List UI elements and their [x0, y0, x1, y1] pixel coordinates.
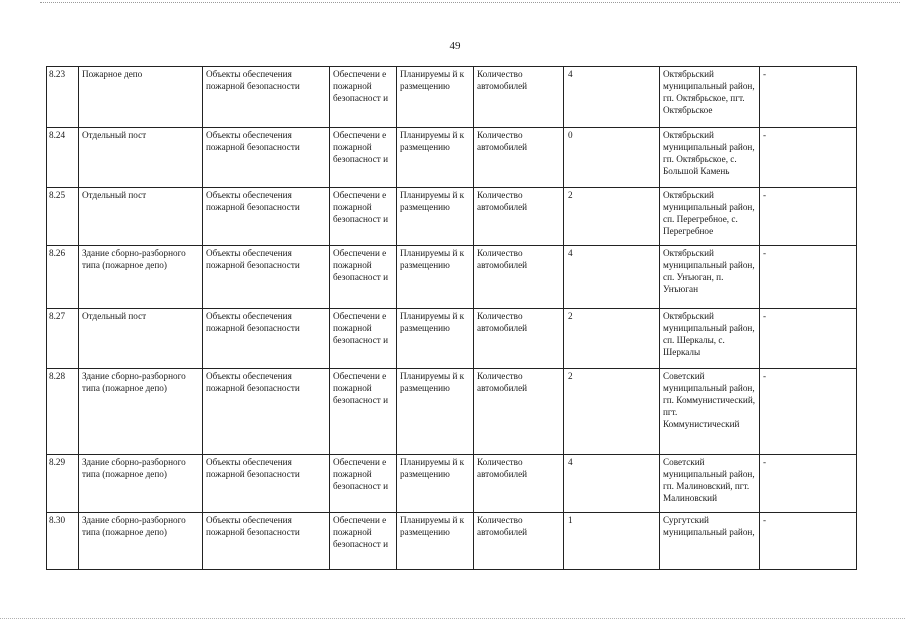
object-name-cell: Здание сборно-разборного типа (пожарное депо): [79, 246, 203, 309]
object-purpose-cell: Обеспечени е пожарной безопасност и: [330, 513, 397, 570]
row-number-cell: 8.26: [47, 246, 79, 309]
location-cell: Октябрьский муниципальный район, сп. Унъюган, п. Унъюган: [660, 246, 760, 309]
parameter-name-cell: Количество автомобилей: [474, 369, 564, 455]
object-category-cell: Объекты обеспечения пожарной безопасности: [203, 369, 330, 455]
table-row: [47, 128, 857, 188]
table-row: [47, 246, 857, 309]
object-purpose-cell: Обеспечени е пожарной безопасност и: [330, 67, 397, 128]
parameter-name-cell: Количество автомобилей: [474, 128, 564, 188]
object-status-cell: Планируемы й к размещению: [397, 67, 474, 128]
object-purpose-cell: Обеспечени е пожарной безопасност и: [330, 309, 397, 369]
table-body: [47, 67, 857, 570]
parameter-name-cell: Количество автомобилей: [474, 188, 564, 246]
parameter-name-cell: Количество автомобилей: [474, 513, 564, 570]
parameter-name-cell: Количество автомобилей: [474, 246, 564, 309]
object-status-cell: Планируемы й к размещению: [397, 309, 474, 369]
location-cell: Октябрьский муниципальный район, сп. Перегребное, с. Перегребное: [660, 188, 760, 246]
row-number-cell: 8.29: [47, 455, 79, 513]
object-category-cell: Объекты обеспечения пожарной безопасности: [203, 455, 330, 513]
location-cell: Октябрьский муниципальный район, гп. Октябрьское, с. Большой Камень: [660, 128, 760, 188]
object-category-cell: Объекты обеспечения пожарной безопасности: [203, 513, 330, 570]
object-status-cell: Планируемы й к размещению: [397, 188, 474, 246]
zone-cell: -: [760, 513, 857, 570]
parameter-value-cell: 4: [564, 67, 660, 128]
table-row: [47, 513, 857, 570]
object-status-cell: Планируемы й к размещению: [397, 455, 474, 513]
object-status-cell: Планируемы й к размещению: [397, 369, 474, 455]
parameter-value-cell: 2: [564, 369, 660, 455]
object-purpose-cell: Обеспечени е пожарной безопасност и: [330, 455, 397, 513]
object-category-cell: Объекты обеспечения пожарной безопасности: [203, 67, 330, 128]
object-status-cell: Планируемы й к размещению: [397, 246, 474, 309]
zone-cell: -: [760, 67, 857, 128]
object-name-cell: Пожарное депо: [79, 67, 203, 128]
row-number-cell: 8.28: [47, 369, 79, 455]
zone-cell: -: [760, 455, 857, 513]
object-purpose-cell: Обеспечени е пожарной безопасност и: [330, 246, 397, 309]
object-purpose-cell: Обеспечени е пожарной безопасност и: [330, 188, 397, 246]
scan-edge-top: [40, 2, 900, 4]
row-number-cell: 8.24: [47, 128, 79, 188]
objects-table: [46, 66, 857, 570]
page-number: 49: [449, 40, 461, 52]
object-purpose-cell: Обеспечени е пожарной безопасност и: [330, 369, 397, 455]
table-row: [47, 188, 857, 246]
location-cell: Советский муниципальный район, гп. Коммунистический, пгт. Коммунистический: [660, 369, 760, 455]
location-cell: Октябрьский муниципальный район, гп. Октябрьское, пгт. Октябрьское: [660, 67, 760, 128]
object-category-cell: Объекты обеспечения пожарной безопасности: [203, 246, 330, 309]
object-category-cell: Объекты обеспечения пожарной безопасности: [203, 309, 330, 369]
location-cell: Советский муниципальный район, гп. Малиновский, пгт. Малиновский: [660, 455, 760, 513]
object-name-cell: Отдельный пост: [79, 309, 203, 369]
row-number-cell: 8.25: [47, 188, 79, 246]
zone-cell: -: [760, 309, 857, 369]
zone-cell: -: [760, 188, 857, 246]
table-row: [47, 369, 857, 455]
parameter-name-cell: Количество автомобилей: [474, 67, 564, 128]
parameter-value-cell: 2: [564, 188, 660, 246]
table-row: [47, 455, 857, 513]
parameter-value-cell: 4: [564, 455, 660, 513]
object-purpose-cell: Обеспечени е пожарной безопасност и: [330, 128, 397, 188]
table-row: [47, 309, 857, 369]
object-name-cell: Здание сборно-разборного типа (пожарное депо): [79, 455, 203, 513]
row-number-cell: 8.23: [47, 67, 79, 128]
parameter-value-cell: 1: [564, 513, 660, 570]
row-number-cell: 8.27: [47, 309, 79, 369]
location-cell: Сургутский муниципальный район,: [660, 513, 760, 570]
object-category-cell: Объекты обеспечения пожарной безопасности: [203, 128, 330, 188]
object-name-cell: Здание сборно-разборного типа (пожарное депо): [79, 513, 203, 570]
parameter-name-cell: Количество автомобилей: [474, 309, 564, 369]
parameter-name-cell: Количество автомобилей: [474, 455, 564, 513]
object-name-cell: Отдельный пост: [79, 128, 203, 188]
object-category-cell: Объекты обеспечения пожарной безопасности: [203, 188, 330, 246]
row-number-cell: 8.30: [47, 513, 79, 570]
parameter-value-cell: 4: [564, 246, 660, 309]
zone-cell: -: [760, 369, 857, 455]
object-name-cell: Отдельный пост: [79, 188, 203, 246]
table-row: [47, 67, 857, 128]
object-status-cell: Планируемы й к размещению: [397, 128, 474, 188]
object-status-cell: Планируемы й к размещению: [397, 513, 474, 570]
location-cell: Октябрьский муниципальный район, сп. Шеркалы, с. Шеркалы: [660, 309, 760, 369]
object-name-cell: Здание сборно-разборного типа (пожарное депо): [79, 369, 203, 455]
parameter-value-cell: 2: [564, 309, 660, 369]
zone-cell: -: [760, 128, 857, 188]
parameter-value-cell: 0: [564, 128, 660, 188]
zone-cell: -: [760, 246, 857, 309]
scan-edge-bottom: [0, 618, 905, 620]
